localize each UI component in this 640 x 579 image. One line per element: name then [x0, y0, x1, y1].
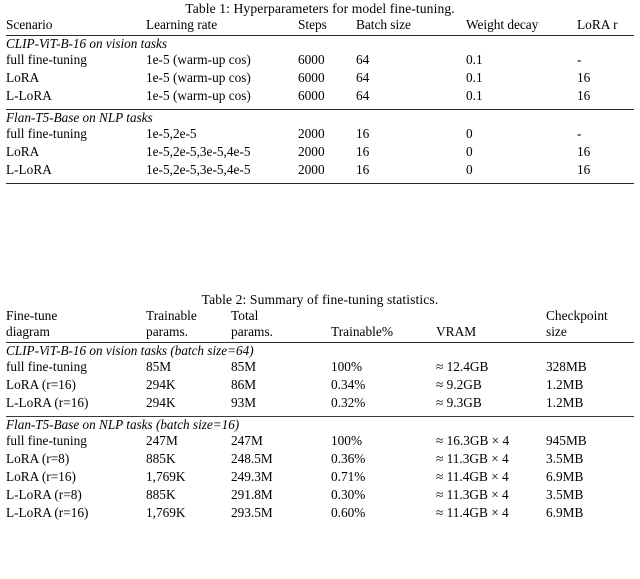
table2-header-fine-tune-diagram [6, 308, 146, 339]
cell: 6.9MB [546, 505, 584, 521]
cell: 2000 [298, 125, 325, 141]
cell: 0.71% [331, 469, 366, 485]
cell: 64 [356, 88, 370, 104]
header-line-1: Total [231, 308, 259, 323]
cell: 1,769K [146, 505, 186, 521]
cell: 100% [331, 359, 363, 374]
cell: - [577, 125, 582, 141]
table2-header-row [6, 308, 634, 339]
table2-header-trainable-params [146, 308, 231, 339]
table1-header-row [6, 17, 634, 32]
table-row [6, 394, 634, 412]
table1-section-0-subtitle-row [6, 36, 634, 51]
table2-section-0-subtitle-row [6, 343, 634, 358]
cell: 0.1 [466, 88, 483, 104]
cell: 16 [356, 162, 370, 178]
cell: 16 [577, 162, 591, 178]
cell: 294K [146, 377, 176, 393]
cell: LoRA (r=16) [6, 377, 76, 393]
cell: 3.5MB [546, 487, 584, 503]
cell: 1e-5 (warm-up cos) [146, 70, 251, 86]
cell: 885K [146, 487, 176, 503]
cell: L-LoRA [6, 162, 52, 178]
header-line-1: Checkpoint [546, 308, 608, 323]
cell: 1e-5 (warm-up cos) [146, 88, 251, 104]
cell: ≈ 12.4GB [436, 359, 489, 374]
cell: L-LoRA (r=8) [6, 487, 82, 503]
cell: 100% [331, 432, 363, 448]
cell: 86M [231, 377, 257, 393]
cell: LoRA (r=16) [6, 469, 76, 485]
table2-section-1-subtitle-row [6, 417, 634, 432]
cell: 1.2MB [546, 377, 584, 393]
cell: 294K [146, 395, 176, 411]
header-line-1: Trainable% [331, 323, 393, 339]
table-row [6, 450, 634, 468]
table1-rule-bottom [6, 179, 634, 184]
cell: 0 [466, 125, 473, 141]
cell: 247M [231, 432, 263, 448]
cell: full fine-tuning [6, 125, 87, 141]
cell: 2000 [298, 143, 325, 159]
cell: 16 [577, 88, 591, 104]
cell: 16 [356, 143, 370, 159]
table1-header-scenario: Scenario [6, 17, 53, 32]
cell: 16 [356, 125, 370, 141]
table2 [6, 308, 634, 523]
horizontal-rule [6, 183, 634, 184]
cell: full fine-tuning [6, 52, 87, 67]
table1-header-lora-r: LoRA r [577, 17, 618, 32]
table1-header-batch-size: Batch size [356, 17, 411, 32]
cell: ≈ 11.4GB × 4 [436, 505, 509, 521]
header-line-2: params. [231, 323, 274, 339]
cell: ≈ 16.3GB × 4 [436, 432, 510, 448]
table1-caption: Table 1: Hyperparameters for model fine-tuning. [185, 1, 455, 16]
cell: 328MB [546, 359, 587, 374]
table-row [6, 125, 634, 143]
table1-header-weight-decay: Weight decay [466, 17, 539, 32]
table2-header-checkpoint-size [546, 308, 634, 339]
cell: 291.8M [231, 487, 273, 503]
table2-caption: Table 2: Summary of fine-tuning statistics. [201, 292, 439, 307]
cell: 248.5M [231, 450, 273, 466]
cell: ≈ 11.4GB × 4 [436, 469, 509, 485]
cell: full fine-tuning [6, 432, 87, 448]
cell: 0.32% [331, 395, 366, 411]
cell: 93M [231, 395, 257, 411]
cell: 1,769K [146, 469, 186, 485]
cell: 0.34% [331, 377, 366, 393]
cell: 1e-5,2e-5,3e-5,4e-5 [146, 143, 251, 159]
cell: 293.5M [231, 505, 273, 521]
cell: ≈ 11.3GB × 4 [436, 450, 509, 466]
cell: 16 [577, 143, 591, 159]
table-row [6, 143, 634, 161]
cell: ≈ 11.3GB × 4 [436, 487, 509, 503]
cell: LoRA [6, 70, 40, 86]
table-row [6, 468, 634, 486]
header-line-2: params. [146, 323, 189, 339]
table1 [6, 17, 634, 184]
cell: 2000 [298, 162, 325, 178]
table-row [6, 376, 634, 394]
cell: L-LoRA (r=16) [6, 505, 89, 521]
header-line-1: Trainable [146, 308, 197, 323]
table2-block [0, 292, 640, 523]
table-row [6, 69, 634, 87]
table-row [6, 486, 634, 504]
cell: 0 [466, 162, 473, 178]
cell: full fine-tuning [6, 359, 87, 374]
cell: 0.30% [331, 487, 366, 503]
table2-section-1-subtitle: Flan-T5-Base on NLP tasks (batch size=16) [6, 416, 240, 432]
cell: 249.3M [231, 469, 273, 485]
cell: 1.2MB [546, 395, 584, 411]
cell: 64 [356, 70, 370, 86]
table-row [6, 161, 634, 179]
cell: 6000 [298, 52, 325, 67]
table1-section-0-subtitle: CLIP-ViT-B-16 on vision tasks [6, 36, 168, 51]
cell: 6.9MB [546, 469, 584, 485]
table-row [6, 432, 634, 450]
cell: 16 [577, 70, 591, 86]
header-line-1: Fine-tune [6, 308, 58, 323]
table-row [6, 87, 634, 105]
cell: 3.5MB [546, 450, 584, 466]
table2-header-total-params [231, 308, 331, 339]
cell: ≈ 9.2GB [436, 377, 482, 393]
cell: 64 [356, 52, 370, 67]
table-row [6, 504, 634, 522]
table1-section-1-subtitle: Flan-T5-Base on NLP tasks [6, 109, 153, 125]
table2-section-0-subtitle: CLIP-ViT-B-16 on vision tasks (batch size=64) [6, 343, 254, 358]
table2-header-trainable-percent [331, 308, 436, 339]
cell: 945MB [546, 432, 587, 448]
cell: 0.36% [331, 450, 366, 466]
cell: 6000 [298, 70, 325, 86]
cell: 1e-5 (warm-up cos) [146, 52, 251, 67]
cell: 885K [146, 450, 176, 466]
header-line-1: VRAM [436, 323, 477, 339]
cell: 0.1 [466, 52, 483, 67]
table1-block [0, 1, 640, 184]
table1-header-learning-rate: Learning rate [146, 17, 218, 32]
table-row [6, 358, 634, 376]
cell: 0.1 [466, 70, 483, 86]
cell: 1e-5,2e-5,3e-5,4e-5 [146, 162, 251, 178]
table-row [6, 51, 634, 69]
cell: 85M [146, 359, 172, 374]
header-line-2: size [546, 323, 567, 339]
cell: 0 [466, 143, 473, 159]
cell: L-LoRA (r=16) [6, 395, 89, 411]
table1-section-1-subtitle-row [6, 110, 634, 125]
cell: - [577, 52, 582, 67]
cell: ≈ 9.3GB [436, 395, 482, 411]
cell: 1e-5,2e-5 [146, 125, 197, 141]
cell: 0.60% [331, 505, 366, 521]
table1-header-steps: Steps [298, 17, 327, 32]
cell: L-LoRA [6, 88, 52, 104]
cell: LoRA [6, 143, 40, 159]
table2-header-vram [436, 308, 546, 339]
cell: LoRA (r=8) [6, 450, 70, 466]
cell: 6000 [298, 88, 325, 104]
header-line-2: diagram [6, 323, 50, 339]
cell: 85M [231, 359, 257, 374]
cell: 247M [146, 432, 178, 448]
